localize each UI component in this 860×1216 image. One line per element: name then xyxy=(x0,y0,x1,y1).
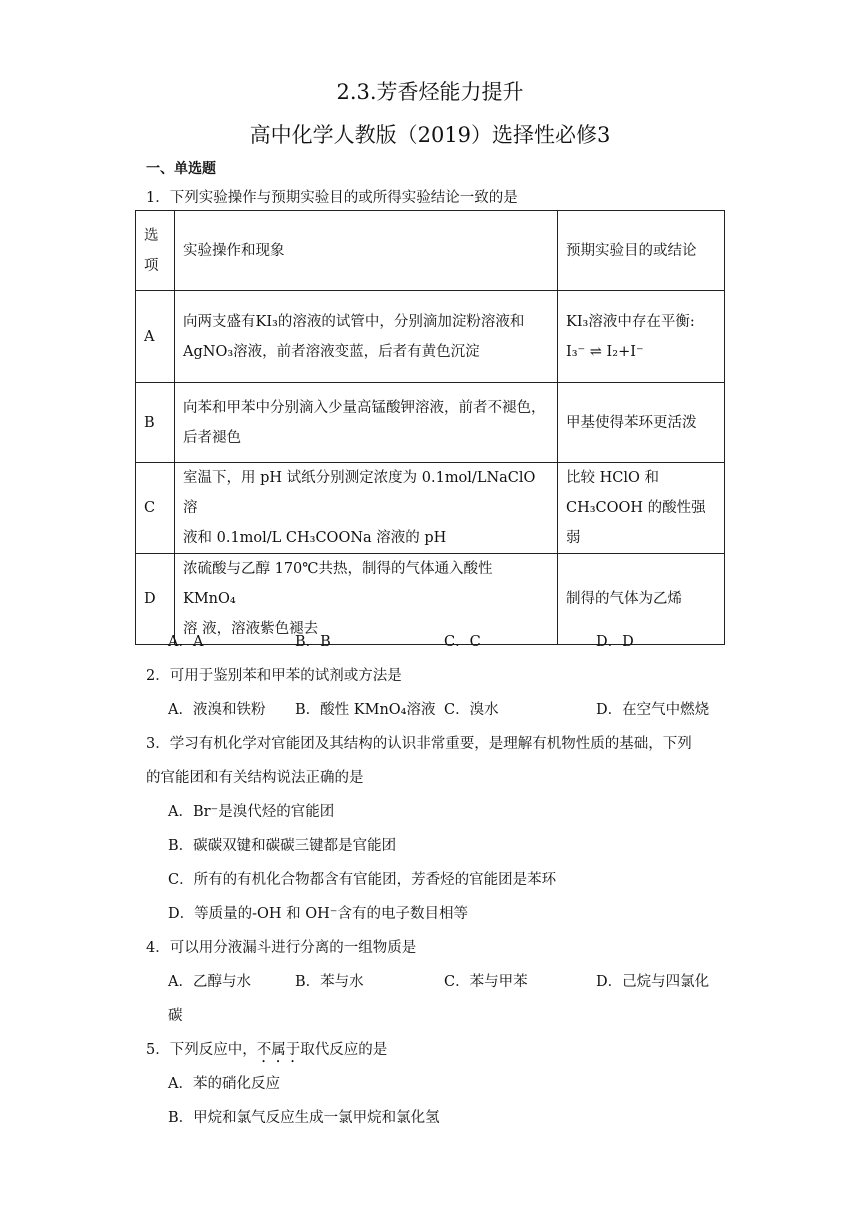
q1-option-c[interactable]: C．C xyxy=(444,634,481,650)
header-conclusion: 预期实验目的或结论 xyxy=(558,211,725,291)
q3-option-c[interactable]: C．所有的有机化合物都含有官能团，芳香烃的官能团是苯环 xyxy=(168,872,557,888)
row-operation: 室温下，用 pH 试纸分别测定浓度为 0.1mol/LNaClO 溶 液和 0.1mol/L CH₃COONa 溶液的 pH xyxy=(175,463,558,554)
row-label: B xyxy=(136,383,175,463)
q2-option-c[interactable]: C．溴水 xyxy=(444,702,499,718)
row-label: A xyxy=(136,291,175,383)
q4-option-d-wrap: 碳 xyxy=(168,1008,183,1024)
q4-option-c[interactable]: C．苯与甲苯 xyxy=(444,974,528,990)
table-row xyxy=(136,291,725,383)
q3-option-b[interactable]: B．碳碳双键和碳碳三键都是官能团 xyxy=(168,838,397,854)
document-title: 2.3.芳香烃能力提升 xyxy=(336,80,524,104)
q5-option-a[interactable]: A．苯的硝化反应 xyxy=(168,1076,280,1092)
q1-option-d[interactable]: D．D xyxy=(596,634,634,650)
header-option: 选项 xyxy=(136,211,175,291)
q5-option-b[interactable]: B．甲烷和氯气反应生成一氯甲烷和氯化氢 xyxy=(168,1110,440,1126)
q4-stem: 4．可以用分液漏斗进行分离的一组物质是 xyxy=(146,940,417,956)
row-label: D xyxy=(136,554,175,645)
section-heading: 一、单选题 xyxy=(146,161,216,177)
table-header-row xyxy=(136,211,725,291)
q2-option-b[interactable]: B．酸性 KMnO₄溶液 xyxy=(295,702,436,718)
row-conclusion: 甲基使得苯环更活泼 xyxy=(558,383,725,463)
table-row xyxy=(136,554,725,645)
q2-option-a[interactable]: A．液溴和铁粉 xyxy=(168,702,266,718)
q1-option-b[interactable]: B．B xyxy=(295,634,331,650)
row-label: C xyxy=(136,463,175,554)
q1-stem: 1．下列实验操作与预期实验目的或所得实验结论一致的是 xyxy=(146,190,518,206)
document-subtitle: 高中化学人教版（2019）选择性必修3 xyxy=(249,123,611,147)
q4-option-d[interactable]: D．己烷与四氯化 xyxy=(596,974,710,990)
row-operation: 向两支盛有KI₃的溶液的试管中，分别滴加淀粉溶液和 AgNO₃溶液，前者溶液变蓝，后者有黄色沉淀 xyxy=(175,291,558,383)
row-conclusion: 比较 HClO 和 CH₃COOH 的酸性强弱 xyxy=(558,463,725,554)
q3-option-a[interactable]: A．Br⁻是溴代烃的官能团 xyxy=(168,804,335,820)
experiment-table xyxy=(135,210,725,645)
q3-option-d[interactable]: D．等质量的-OH 和 OH⁻含有的电子数目相等 xyxy=(168,906,468,922)
table-row xyxy=(136,383,725,463)
row-conclusion: 制得的气体为乙烯 xyxy=(558,554,725,645)
header-operation: 实验操作和现象 xyxy=(175,211,558,291)
row-operation: 向苯和甲苯中分别滴入少量高锰酸钾溶液，前者不褪色， 后者褪色 xyxy=(175,383,558,463)
q4-option-b[interactable]: B．苯与水 xyxy=(295,974,364,990)
q5-emphasis: 不属于 xyxy=(256,1042,301,1058)
q3-stem-line1: 3．学习有机化学对官能团及其结构的认识非常重要，是理解有机物性质的基础，下列 xyxy=(146,736,692,752)
q1-option-a[interactable]: A．A xyxy=(168,634,204,650)
q2-option-d[interactable]: D．在空气中燃烧 xyxy=(596,702,710,718)
row-conclusion: KI₃溶液中存在平衡: I₃⁻ ⇌ I₂+I⁻ xyxy=(558,291,725,383)
q4-option-a[interactable]: A．乙醇与水 xyxy=(168,974,251,990)
row-operation: 浓硫酸与乙醇 170℃共热，制得的气体通入酸性 KMnO₄ 溶 液，溶液紫色褪去 xyxy=(175,554,558,645)
q2-stem: 2．可用于鉴别苯和甲苯的试剂或方法是 xyxy=(146,668,402,684)
q5-stem: 5．下列反应中，不属于取代反应的是 xyxy=(146,1042,388,1058)
table-row xyxy=(136,463,725,554)
q3-stem-line2: 的官能团和有关结构说法正确的是 xyxy=(146,770,364,786)
